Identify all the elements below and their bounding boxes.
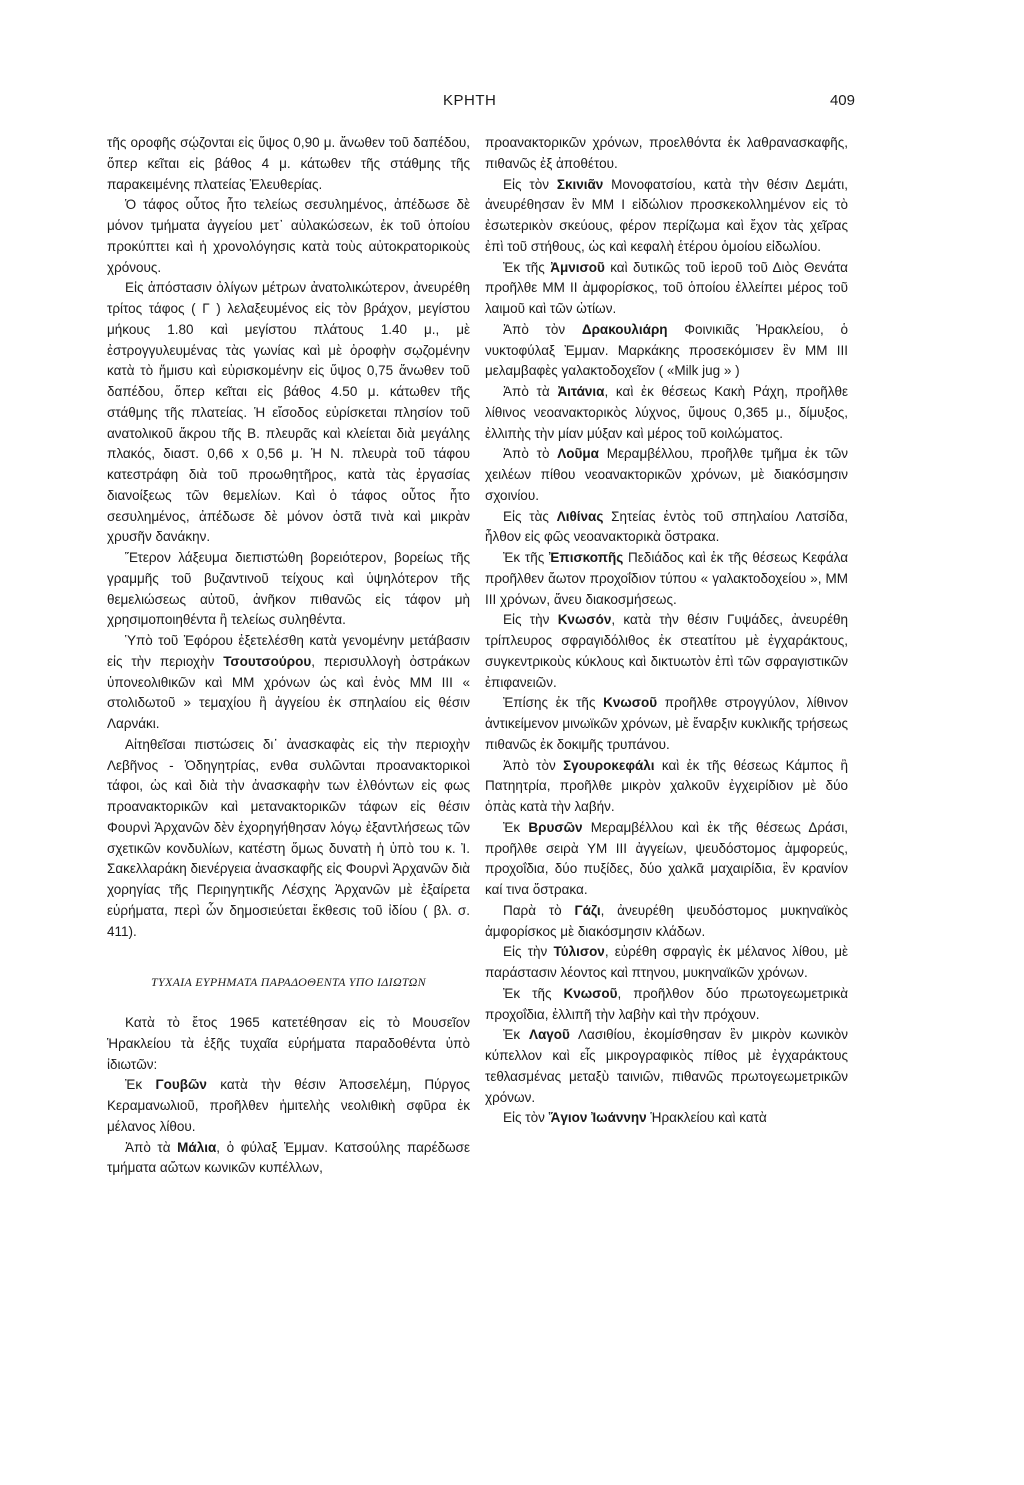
paragraph <box>485 984 848 1026</box>
text-run: Ἀπὸ τὸ <box>503 446 558 462</box>
text-run: Ἀπὸ τὰ <box>503 384 558 399</box>
text-run: Ὁ τάφος οὗτος ἦτο τελείως σεσυλημένος, ἀπέδωσε δὲ μόνον τμήματα ἀγγείου μετ᾽ αὐλακώσεων, ἐκ τοῦ ὁποίου προκύπτει καὶ ἡ χρονολόγησις κατὰ τοὺς αὐτοκρατορικοὺς χρόνους. <box>107 197 470 275</box>
text-run: Σητείας ἐντὸς τοῦ σπηλαίου Λατσίδα, ἦλθον εἰς φῶς νεοανακτορικὰ ὄστρακα. <box>485 508 848 545</box>
paragraph <box>485 548 848 610</box>
place-name: Ἀμνισοῦ <box>550 259 605 275</box>
paragraph <box>485 756 848 818</box>
paragraph <box>485 1025 848 1108</box>
place-name: Γάζι <box>574 902 601 918</box>
text-run: Ἐκ <box>125 1077 156 1093</box>
paragraph <box>485 320 848 382</box>
text-run: κατὰ τὴν θέσιν Ἀποσελέμη, Πύργος Κεραμανωλιοῦ, προῆλθεν ἡμιτελὴς νεολιθικὴ σφῦρα ἐκ μέλανος λίθου. <box>107 1077 470 1134</box>
text-run: Μεραμβέλλου καὶ ἐκ τῆς θέσεως Δράσι, προῆλθε σειρὰ ΥΜ ΙΙΙ ἀγγείων, ψευδόστομος ἀμφορεύς, προχοΐδια, δύο πυξίδες, δύο χαλκᾶ μαχαιρίδια, ἓν κρανίον καί τινα ὄστρακα. <box>485 819 848 897</box>
text-run: Εἰς ἀπόστασιν ὀλίγων μέτρων ἀνατολικώτερον, ἀνευρέθη τρίτος τάφος ( Γ ) λελαξευμένος εἰς τὸν βράχον, μεγίστου μήκους 1.80 καὶ μεγίστου πλάτους 1.40 μ., μὲ ἐστρογγυλευμένας τὰς γωνίας καὶ μὲ ὀροφὴν σῳζομένην κατὰ τὸ ἥμισυ καὶ εὑρισκομένην εἰς ὕψος 0,75 ἄνωθεν τοῦ δαπέδου, ὅπερ κεῖται εἰς βάθος 4.50 μ. κάτωθεν τῆς στάθμης τῆς πλατείας. Ἡ εἴσοδος εὑρίσκεται πλησίον τοῦ ανατολικοῦ ἄκρου τῆς Β. πλευρᾶς καὶ κλείεται διὰ μεγάλης πλακός, διαστ. 0,66 x 0,56 μ. Ἡ Ν. πλευρὰ τοῦ τάφου κατεστράφη διὰ τοῦ προωθητῆρος, κατὰ τὰς ἐργασίας διανοίξεως τῶν θεμελίων. Καὶ ὁ τάφος οὗτος ἦτο σεσυλημένος, ἀπέδωσε δὲ μόνον ὀστᾶ τινὰ καὶ μικρὰν χρυσῆν δανάκην. <box>107 280 470 545</box>
text-run: τῆς οροφῆς σῴζονται εἰς ὕψος 0,90 μ. ἄνωθεν τοῦ δαπέδου, ὅπερ κεῖται εἰς βάθος 4 μ. κάτωθεν τῆς στάθμης τῆς παρακειμένης πλατείας Ἐλευθερίας. <box>107 135 470 192</box>
paragraph <box>107 195 470 278</box>
text-run: Ἀπὸ τὸν <box>503 321 582 337</box>
place-name: Λοῦμα <box>557 446 599 462</box>
place-name: Ἅγιον Ἰωάννην <box>548 1110 647 1126</box>
text-run: Εἰς τὴν <box>503 944 554 960</box>
text-run: Ἐκ τῆς <box>503 985 564 1001</box>
paragraph <box>107 548 470 631</box>
text-run: Ἕτερον λάξευμα διεπιστώθη βορειότερον, βορείως τῆς γραμμῆς τοῦ βυζαντινοῦ τείχους καὶ ὑψηλότερον τῆς θεμελιώσεως αὐτοῦ, ἀνῆκον πιθανῶς εἰς τάφον μὴ χρησιμοποιηθέντα ἢ τελείως συληθέντα. <box>107 550 470 628</box>
text-run: Εἰς τὸν <box>503 176 557 192</box>
place-name: Τσουτσούρου <box>223 653 312 669</box>
paragraph <box>107 1075 470 1137</box>
paragraph <box>485 901 848 943</box>
paragraph <box>485 942 848 984</box>
place-name: Δρακουλιάρη <box>581 321 668 337</box>
place-name: Λαγοῦ <box>528 1027 570 1043</box>
text-run: Ἐπίσης ἐκ τῆς <box>503 695 604 711</box>
paragraph <box>485 444 848 506</box>
right-column <box>485 133 848 1129</box>
place-name: Κνωσόν <box>557 612 612 628</box>
place-name: Τύλισον <box>553 944 605 960</box>
place-name: Ἀιτάνια <box>557 384 605 399</box>
text-run: , ὁ φύλαξ Ἐμμαν. Κατσούλης παρέδωσε τμήματα αὤτων κωνικῶν κυπέλλων, <box>107 1139 470 1176</box>
text-run: Ἡρακλείου καὶ κατὰ <box>646 1110 767 1126</box>
text-run: Ἐκ <box>503 819 529 835</box>
paragraph <box>485 1108 848 1129</box>
text-run: προανακτορικῶν χρόνων, προελθόντα ἐκ λαθρανασκαφῆς, πιθανῶς ἐξ ἀποθέτου. <box>485 135 848 171</box>
place-name: Σκινιᾶν <box>556 176 604 192</box>
paragraph <box>485 258 848 320</box>
running-title: ΚΡΗΤΗ <box>443 92 497 109</box>
text-run: Εἰς τὰς <box>503 508 557 524</box>
text-run: , προῆλθον δύο πρωτογεωμετρικὰ προχοΐδια, ἐλλιπῆ τὴν λαβὴν καὶ τὴν πρόχουν. <box>485 985 848 1022</box>
page-number: 409 <box>829 92 855 109</box>
section-heading: ΤΥΧΑΙΑ ΕΥΡΗΜΑΤΑ ΠΑΡΑΔΟΘΕΝΤΑ ΥΠΟ ΙΔΙΩΤΩΝ <box>151 975 426 990</box>
text-run: , περισυλλογὴ ὀστράκων ὑπονεολιθικῶν καὶ ΜΜ χρόνων ὡς καὶ ἑνὸς ΜΜ ΙΙΙ « στολιδωτοῦ » τεμαχίου ἢ ἀγγείου ἐκ σπηλαίου εἰς θέσιν Λαρνάκι. <box>107 653 470 731</box>
paragraph <box>107 133 470 195</box>
paragraph <box>107 735 470 943</box>
place-name: Μάλια <box>177 1139 217 1155</box>
text-run: Εἰς τὴν <box>503 612 558 628</box>
text-run: Μεραμβέλλου, προῆλθε τμῆμα ἐκ τῶν χειλέων πίθου νεοανακτορικῶν χρόνων, μὲ διακόσμησιν σχοινίου. <box>485 446 848 503</box>
left-paragraphs <box>107 133 470 942</box>
text-run: , εὑρέθη σφραγὶς ἐκ μέλανος λίθου, μὲ παράστασιν λέοντος καὶ πτηνου, μυκηναϊκῶν χρόνων. <box>485 944 848 980</box>
paragraph <box>485 818 848 901</box>
text-run: καὶ ἐκ τῆς θέσεως Κάμπος ἢ Πατηητρία, προῆλθε μικρὸν χαλκοῦν ἐγχειρίδιον μὲ δύο ὀπὰς κατὰ τὴν λαβήν. <box>485 757 849 814</box>
paragraph <box>107 631 470 735</box>
paragraph <box>107 1138 470 1180</box>
text-run: Ἐκ τῆς <box>503 550 550 565</box>
text-run: Αἰτηθεῖσαι πιστώσεις δι᾽ ἀνασκαφὰς εἰς τὴν περιοχὴν Λεβῆνος - Ὀδηγητρίας, ενθα συλῶνται προανακτορικοὶ τάφοι, ὡς καὶ διὰ τὴν ἀνασκαφὴν των ἐλθόντων εἰς φως προανακτορικῶν καὶ μετανακτορικῶν τάφων εἰς θέσιν Φουρνὶ Ἀρχανῶν δὲν ἐχορηγήθησαν λόγῳ ἐξαντλήσεως τῶν σχετικῶν κονδυλίων, κατέστη ὅμως δυνατὴ ἡ ὑπὸ του κ. Ἰ. Σακελλαράκη διενέργεια ἀνασκαφῆς εἰς Φουρνὶ Ἀρχανῶν διὰ χορηγίας τῆς Περιηγητικῆς Λέσχης Ἀρχανῶν μὲ ἐξαίρετα εὑρήματα, περὶ ὧν δημοσιεύεται ἔκθεσις τοῦ ἰδίου ( βλ. σ. 411). <box>107 736 470 939</box>
paragraph <box>485 175 848 258</box>
text-run: Μονοφατσίου, κατὰ τὴν θέσιν Δεμάτι, ἀνευρέθησαν ἓν ΜΜ Ι εἰδώλιον προσκεκολλημένον εἰς τὸ ἐσωτερικὸν σκεύους, φέρον περίζωμα καὶ ἔχον τὰς χεῖρας ἐπὶ τοῦ στήθους, ὡς καὶ κεφαλὴ ἑτέρου ὁμοίου εἰδωλίου. <box>485 176 848 254</box>
text-run: Πεδιάδος καὶ ἐκ τῆς θέσεως Κεφάλα προῆλθεν ἄωτον προχοΐδιον τύπου « γαλακτοδοχείου », ΜΜ ΙΙΙ χρόνων, ἄνευ διακοσμήσεως. <box>485 550 849 607</box>
paragraph <box>107 1013 470 1075</box>
place-name: Κνωσοῦ <box>563 985 618 1001</box>
paragraph <box>485 133 848 175</box>
left-paragraphs-after <box>107 1013 470 1179</box>
text-run: Ἐκ <box>503 1027 529 1043</box>
text-run: , καὶ ἐκ θέσεως Κακὴ Ράχη, προῆλθε λίθινος νεοανακτορικὸς λύχνος, ὕψους 0,365 μ., δίμυξος, ἐλλιπὴς τὴν μίαν μύξαν καὶ μέρος τοῦ κοιλώματος. <box>485 384 849 441</box>
text-run: Ὑπὸ τοῦ Ἐφόρου ἐξετελέσθη κατὰ γενομένην μετάβασιν εἰς τὴν περιοχὴν <box>107 633 470 669</box>
paragraph <box>485 610 848 693</box>
text-run: Φοινικιᾶς Ἡρακλείου, ὁ νυκτοφύλαξ Ἐμμαν. Μαρκάκης προσεκόμισεν ἓν ΜΜ ΙΙΙ μελαμβαφὲς γαλακτοδοχεῖον ( «Milk jug » ) <box>485 321 849 379</box>
text-run: Ἀπὸ τὸν <box>503 757 564 773</box>
text-run: , ἀνευρέθη ψευδόστομος μυκηναϊκὸς ἀμφορίσκος μὲ διακόσμησιν κλάδων. <box>485 902 848 939</box>
paragraph <box>485 507 848 549</box>
left-column <box>107 133 470 1179</box>
text-run: καὶ δυτικῶς τοῦ ἱεροῦ τοῦ Διὸς Θενάτα προῆλθε ΜΜ ΙΙ ἀμφορίσκος, τοῦ ὁποίου ἐλλείπει μέρος τοῦ λαιμοῦ καὶ τῶν ὠτίων. <box>485 259 848 316</box>
text-run: Λασιθίου, ἐκομίσθησαν ἓν μικρὸν κωνικὸν κύπελλον καὶ εἷς μικρογραφικὸς πίθος μὲ ἐγχαράκτους τεθλασμένας μεταξὺ ταινιῶν, πιθανῶς πρωτογεωμετρικῶν χρόνων. <box>485 1027 848 1105</box>
right-paragraphs <box>485 133 848 1129</box>
page-header <box>110 92 855 116</box>
paragraph <box>485 693 848 755</box>
place-name: Ἐπισκοπῆς <box>549 550 624 565</box>
paragraph <box>485 382 848 444</box>
place-name: Σγουροκεφάλι <box>563 757 655 773</box>
text-run: Κατὰ τὸ ἔτος 1965 κατετέθησαν εἰς τὸ Μουσεῖον Ἡρακλείου τὰ ἑξῆς τυχαῖα εὑρήματα παραδοθέντα ὑπὸ ἰδιωτῶν: <box>107 1015 470 1072</box>
text-run: Ἀπὸ τὰ <box>125 1139 178 1155</box>
place-name: Κνωσοῦ <box>603 695 658 711</box>
place-name: Βρυσῶν <box>528 819 583 835</box>
place-name: Γουβῶν <box>155 1077 207 1093</box>
text-run: Εἰς τὸν <box>503 1110 549 1126</box>
text-run: προῆλθε στρογγύλον, λίθινον ἀντικείμενον μινωϊκῶν χρόνων, μὲ ἔναρξιν κυκλικῆς τρήσεως πιθανῶς ἐκ δοκιμῆς τρυπάνου. <box>485 695 848 752</box>
text-run: Παρὰ τὸ <box>503 902 575 918</box>
text-run: , κατὰ τὴν θέσιν Γυψάδες, ἀνευρέθη τρίπλευρος σφραγιδόλιθος ἐκ στεατίτου μὲ ἐγχαράκτους, συγκεντρικοὺς κύκλους καὶ δικτυωτὸν ἐπὶ τῶν σφραγιστικῶν ἐπιφανειῶν. <box>485 612 848 690</box>
text-run: Ἐκ τῆς <box>503 259 551 275</box>
paragraph <box>107 278 470 548</box>
place-name: Λιθίνας <box>556 508 604 524</box>
